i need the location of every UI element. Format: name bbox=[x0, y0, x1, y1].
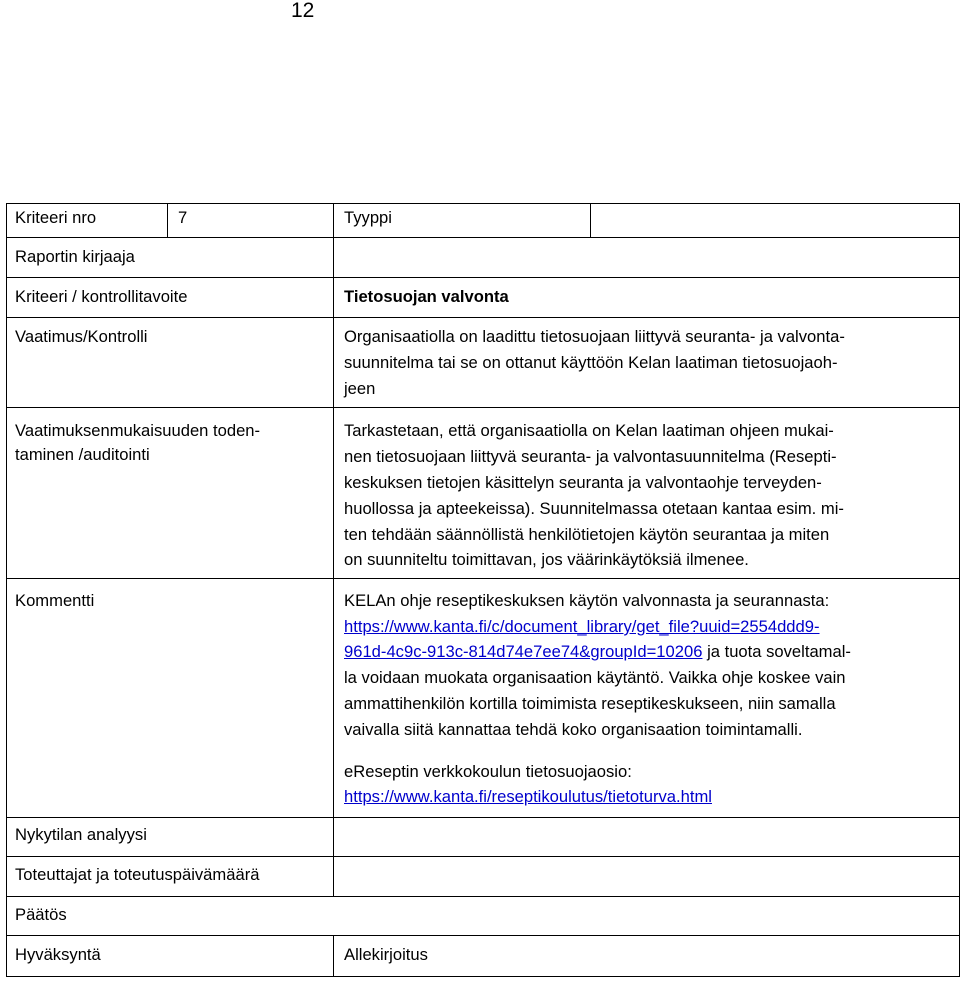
verification-text-line: ten tehdään säännöllistä henkilötietojen käytön seurantaa ja miten bbox=[344, 525, 830, 544]
report-author-label: Raportin kirjaaja bbox=[15, 247, 135, 266]
comment-line: ammattihenkilön kortilla toimimista reseptikeskukseen, niin samalla bbox=[344, 694, 836, 713]
page-number: 12 bbox=[291, 0, 315, 22]
column-rule bbox=[6, 203, 7, 976]
decision-label: Päätös bbox=[15, 905, 67, 924]
row-rule bbox=[6, 896, 960, 897]
row-rule bbox=[6, 817, 960, 818]
comment-line: vaivalla siitä kannattaa tehdä koko organisaation toimintamalli. bbox=[344, 720, 803, 739]
row-rule bbox=[6, 203, 960, 204]
row-rule bbox=[6, 935, 960, 936]
kela-guide-link-continued[interactable]: 961d-4c9c-913c-814d74e7ee74&groupId=10206 bbox=[344, 642, 703, 661]
verification-text-line: keskuksen tietojen käsittelyn seuranta ja valvontaohje terveyden- bbox=[344, 473, 822, 492]
comment-label: Kommentti bbox=[15, 591, 95, 610]
row-rule bbox=[6, 856, 960, 857]
verification-label-line: taminen /auditointi bbox=[15, 445, 150, 464]
verification-label-line: Vaatimuksenmukaisuuden toden- bbox=[15, 421, 261, 440]
comment-line: eReseptin verkkokoulun tietosuojaosio: bbox=[344, 762, 632, 781]
row-rule bbox=[6, 237, 960, 238]
requirement-text-line: jeen bbox=[344, 379, 376, 398]
type-label: Tyyppi bbox=[344, 208, 392, 227]
row-rule bbox=[6, 407, 960, 408]
kela-guide-link[interactable]: https://www.kanta.fi/c/document_library/get_file?uuid=2554ddd9- bbox=[344, 617, 820, 636]
comment-line: KELAn ohje reseptikeskuksen käytön valvonnasta ja seurannasta: bbox=[344, 591, 830, 610]
ereseptin-course-link[interactable]: https://www.kanta.fi/reseptikoulutus/tietoturva.html bbox=[344, 787, 712, 806]
verification-text-line: Tarkastetaan, että organisaatiolla on Kelan laatiman ohjeen mukai- bbox=[344, 421, 834, 440]
comment-line bbox=[344, 639, 851, 665]
column-rule bbox=[333, 203, 334, 896]
implementers-label: Toteuttajat ja toteutuspäivämäärä bbox=[15, 865, 260, 884]
requirement-text-line: Organisaatiolla on laadittu tietosuojaan liittyvä seuranta- ja valvonta- bbox=[344, 327, 845, 346]
criterion-goal-label: Kriteeri / kontrollitavoite bbox=[15, 287, 188, 306]
verification-text-line: on suunniteltu toimittavan, jos väärinkäytöksiä ilmenee. bbox=[344, 550, 749, 569]
requirement-text-line: suunnitelma tai se on ottanut käyttöön Kelan laatiman tietosuojaoh- bbox=[344, 353, 838, 372]
row-rule bbox=[6, 976, 960, 977]
row-rule bbox=[6, 578, 960, 579]
criterion-goal-value: Tietosuojan valvonta bbox=[344, 287, 509, 306]
column-rule bbox=[333, 935, 334, 976]
requirement-label: Vaatimus/Kontrolli bbox=[15, 327, 148, 346]
criterion-number-value: 7 bbox=[178, 208, 188, 227]
comment-line: la voidaan muokata organisaation käytäntö. Vaikka ohje koskee vain bbox=[344, 668, 846, 687]
signature-label: Allekirjoitus bbox=[344, 945, 428, 964]
column-rule bbox=[167, 203, 168, 237]
criterion-number-label: Kriteeri nro bbox=[15, 208, 97, 227]
current-analysis-label: Nykytilan analyysi bbox=[15, 825, 147, 844]
row-rule bbox=[6, 317, 960, 318]
column-rule bbox=[590, 203, 591, 237]
approval-label: Hyväksyntä bbox=[15, 945, 101, 964]
row-rule bbox=[6, 277, 960, 278]
verification-text-line: huollossa ja apteekeissa). Suunnitelmassa otetaan kantaa esim. mi- bbox=[344, 499, 844, 518]
comment-line-tail: ja tuota soveltamal- bbox=[702, 642, 851, 661]
verification-text-line: nen tietosuojaan liittyvä seuranta- ja valvontasuunnitelma (Resepti- bbox=[344, 447, 837, 466]
